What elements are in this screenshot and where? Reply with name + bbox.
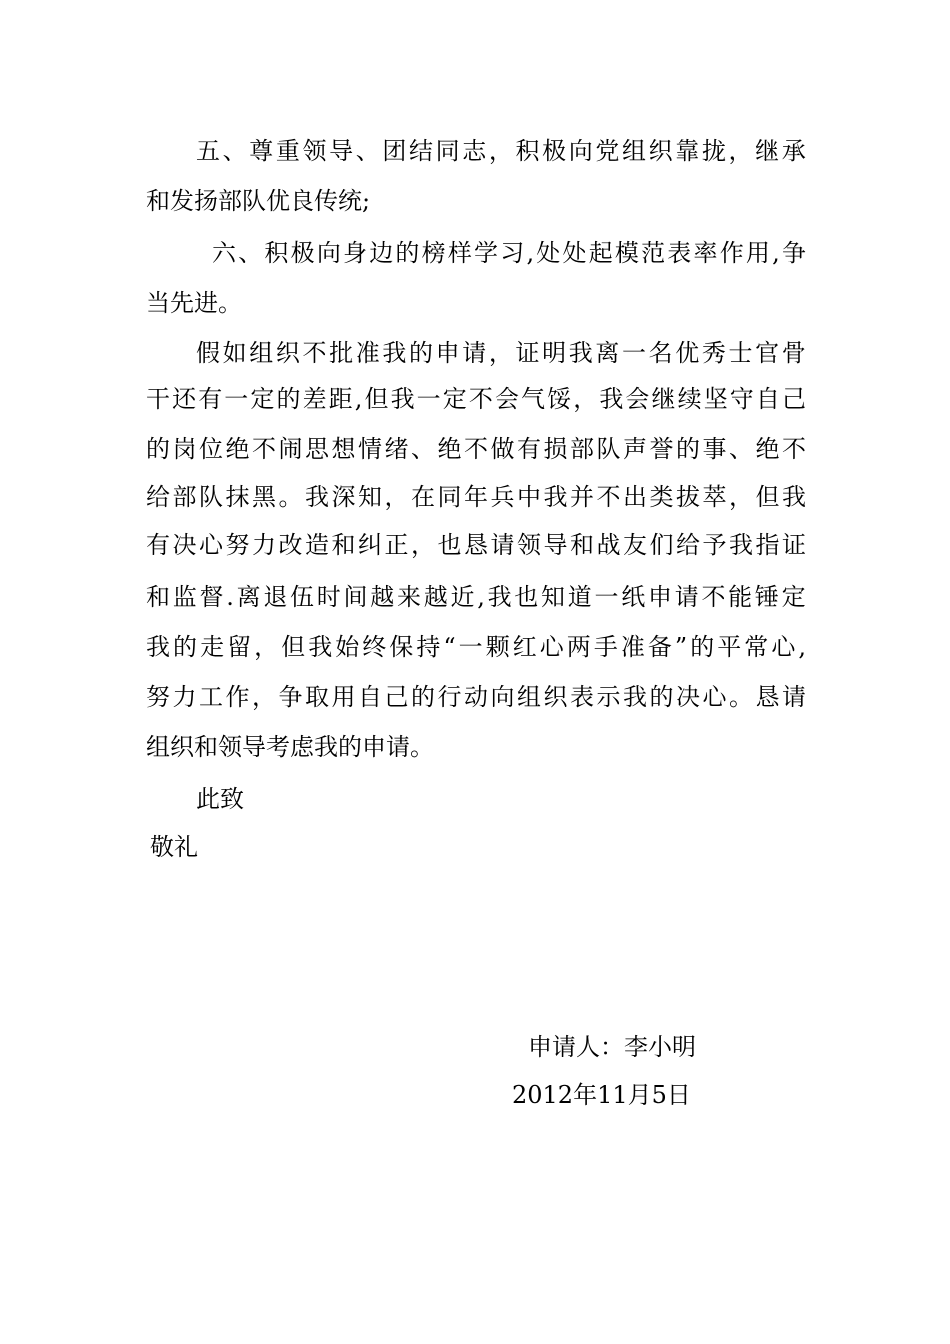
body-line-8: 努 力 工 作 ， 争 取 用 自 己 的 行 动 向 组 织 表 示 我 的 决 心 。 恳 请	[146, 683, 806, 711]
body-line-1: 假 如 组 织 不 批 准 我 的 申 请 ， 证 明 我 离 一 名 优 秀 士 官 骨	[196, 339, 806, 367]
body-line-6: 和 监 督 . 离 退 伍 时 间 越 来 越 近 , 我 也 知 道 一 纸 申 请 不 能 锤 定	[146, 583, 806, 611]
body-line-5: 有 决 心 努 力 改 造 和 纠 正 ， 也 恳 请 领 导 和 战 友 们 给 予 我 指 证	[146, 531, 806, 559]
body-line-4: 给 部 队 抹 黑 。 我 深 知 ， 在 同 年 兵 中 我 并 不 出 类 拔 萃 ， 但 我	[146, 483, 806, 511]
body-line-7: 我 的 走 留 ， 但 我 始 终 保 持 “ 一 颗 红 心 两 手 准 备 ” 的 平 常 心 ,	[146, 633, 806, 661]
body-line-9: 组织和领导考虑我的申请。	[146, 733, 434, 761]
item-5-line-2: 和发扬部队优良传统;	[146, 187, 371, 215]
item-6-line-2: 当先进。	[146, 289, 242, 317]
closing-salutation: 此致	[196, 785, 244, 813]
applicant-signature: 申请人：李小明	[528, 1033, 696, 1061]
signature-date: 2012年11月5日	[512, 1081, 691, 1109]
item-6-line-1: 六 、 积 极 向 身 边 的 榜 样 学 习 , 处 处 起 模 范 表 率 作 用 , 争	[212, 239, 806, 267]
body-line-3: 的 岗 位 绝 不 闹 思 想 情 绪 、 绝 不 做 有 损 部 队 声 誉 的 事 、 绝 不	[146, 435, 806, 463]
closing-regards: 敬礼	[150, 833, 198, 861]
item-5-line-1: 五 、 尊 重 领 导 、 团 结 同 志 ， 积 极 向 党 组 织 靠 拢 ， 继 承	[196, 137, 806, 165]
body-line-2: 干 还 有 一 定 的 差 距 , 但 我 一 定 不 会 气 馁 ， 我 会 继 续 坚 守 自 己	[146, 385, 806, 413]
